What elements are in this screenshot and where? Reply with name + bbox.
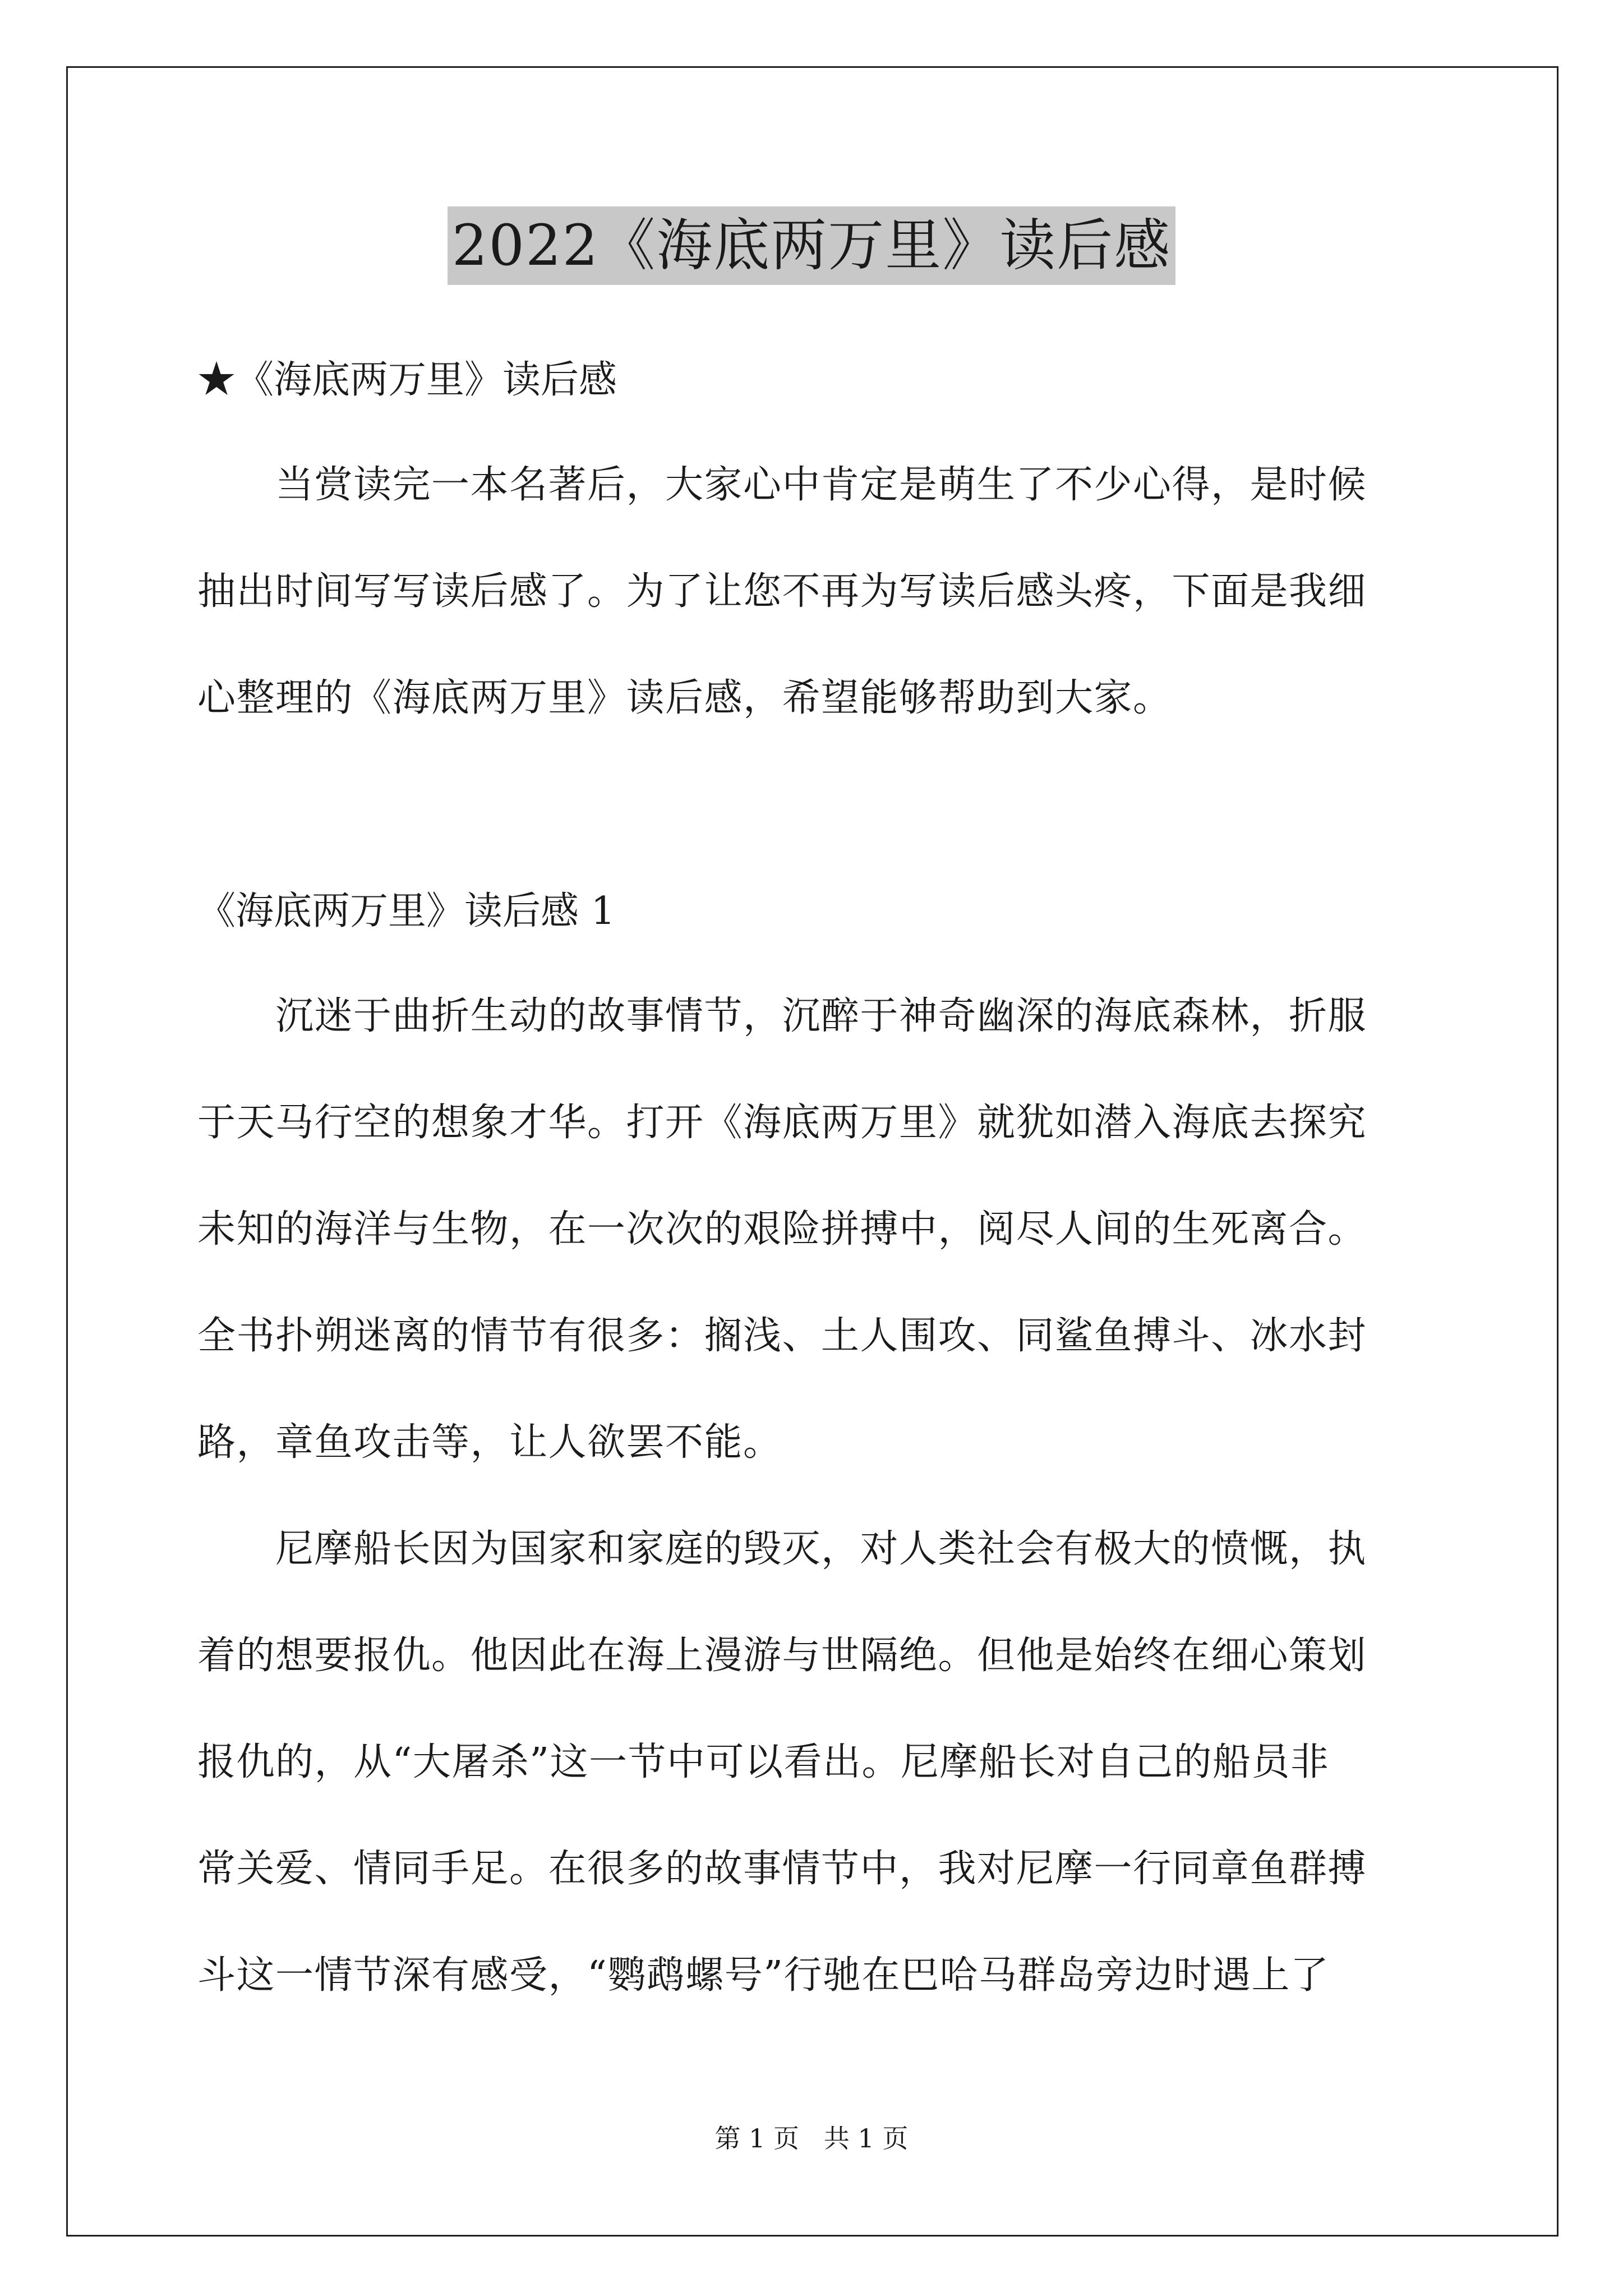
- document-title: 2022《海底两万里》读后感: [448, 206, 1176, 285]
- page-footer: 第 1 页 共 1 页: [714, 2123, 909, 2154]
- intro-line-1: 当赏读完一本名著后，大家心中肯定是萌生了不少心得，是时候: [197, 463, 1367, 507]
- paragraph-2-line-1: 尼摩船长因为国家和家庭的毁灭，对人类社会有极大的愤慨，执: [197, 1527, 1367, 1571]
- paragraph-1-line-1: 沉迷于曲折生动的故事情节，沉醉于神奇幽深的海底森林，折服: [197, 994, 1367, 1038]
- document-subtitle: ★《海底两万里》读后感: [197, 358, 617, 402]
- paragraph-2-line-3: 报仇的，从“大屠杀”这一节中可以看出。尼摩船长对自己的船员非: [197, 1740, 1330, 1784]
- intro-line-3: 心整理的《海底两万里》读后感，希望能够帮助到大家。: [197, 676, 1172, 720]
- paragraph-2-line-2: 着的想要报仇。他因此在海上漫游与世隔绝。但他是始终在细心策划: [197, 1634, 1367, 1678]
- intro-line-2: 抽出时间写写读后感了。为了让您不再为写读后感头疼，下面是我细: [197, 569, 1367, 614]
- paragraph-1-line-4: 全书扑朔迷离的情节有很多：搁浅、土人围攻、同鲨鱼搏斗、冰水封: [197, 1314, 1367, 1358]
- paragraph-2-line-4: 常关爱、情同手足。在很多的故事情节中，我对尼摩一行同章鱼群搏: [197, 1847, 1367, 1891]
- paragraph-1-line-5: 路，章鱼攻击等，让人欲罢不能。: [197, 1420, 782, 1465]
- paragraph-2-line-5: 斗这一情节深有感受，“鹦鹉螺号”行驰在巴哈马群岛旁边时遇上了: [197, 1953, 1330, 1998]
- paragraph-1-line-2: 于天马行空的想象才华。打开《海底两万里》就犹如潜入海底去探究: [197, 1101, 1367, 1145]
- paragraph-1-line-3: 未知的海洋与生物，在一次次的艰险拼搏中，阅尽人间的生死离合。: [197, 1207, 1367, 1251]
- section-heading: 《海底两万里》读后感 1: [197, 889, 615, 933]
- title-container: [0, 206, 1623, 285]
